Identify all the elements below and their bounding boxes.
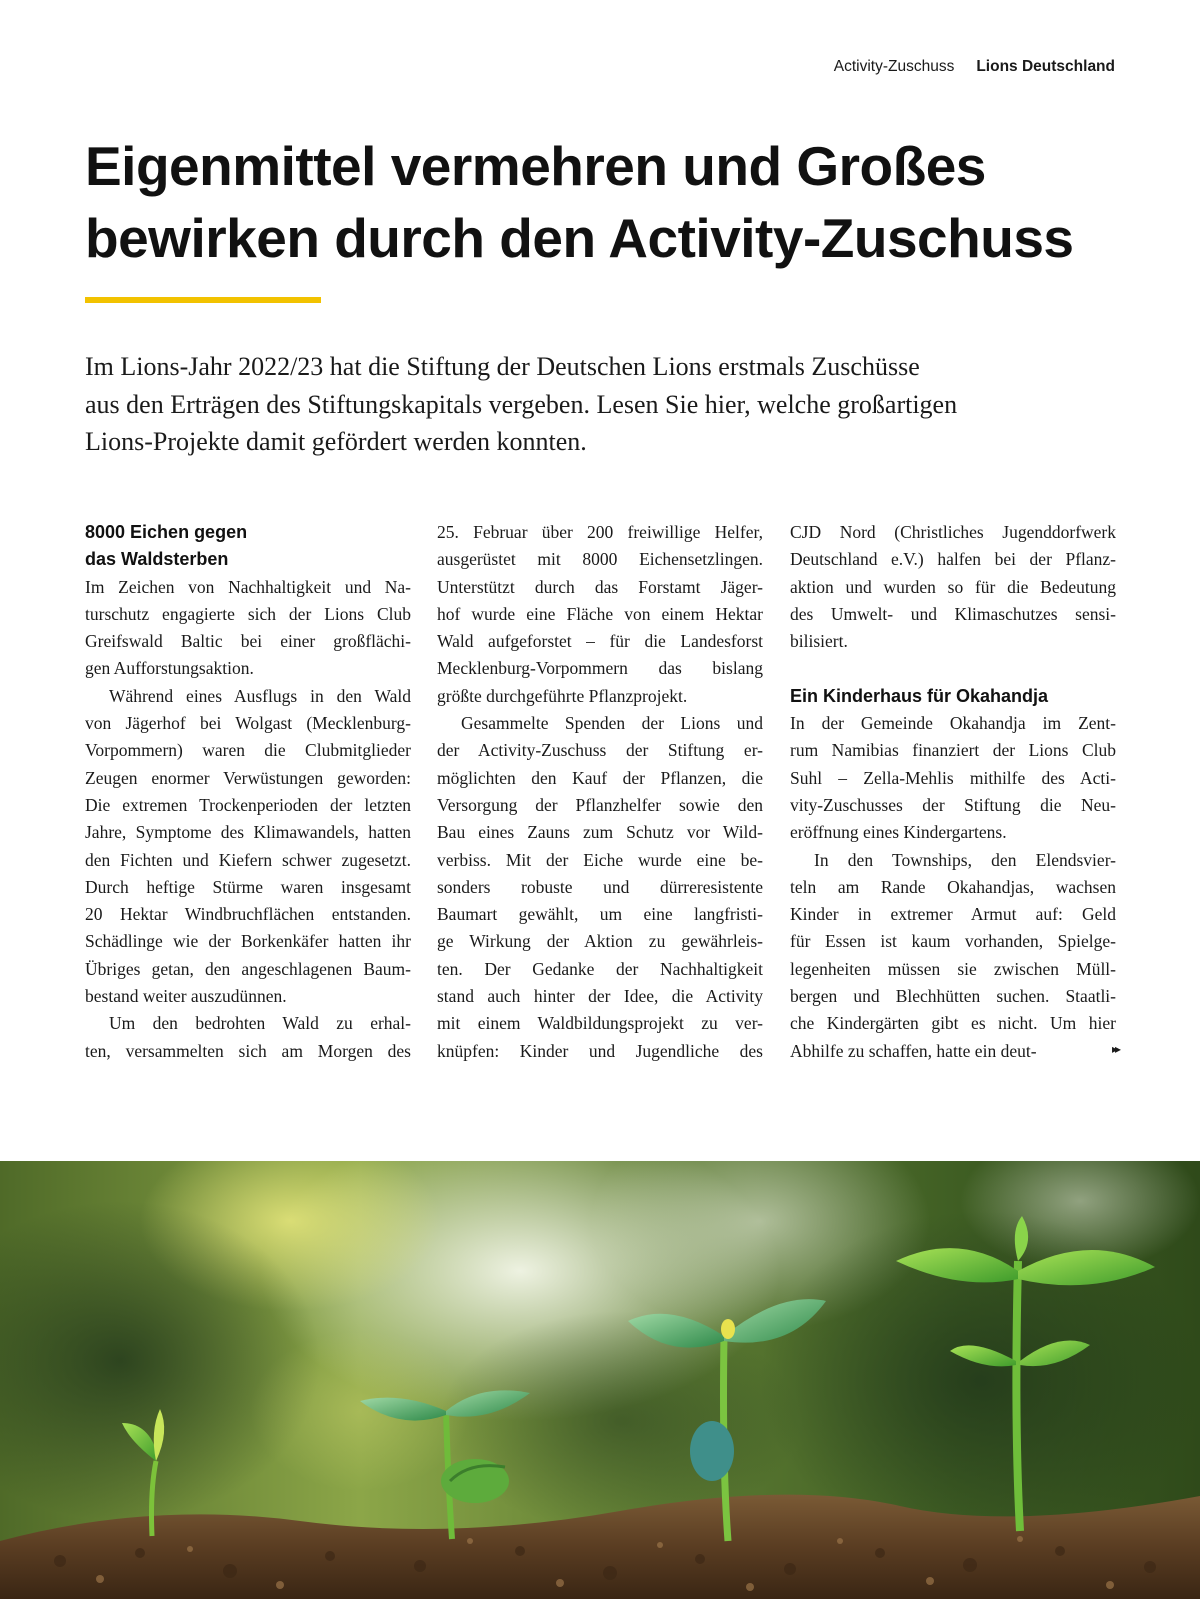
body-line: Übriges getan, den angeschlagenen Baum- bbox=[85, 958, 411, 979]
body-line: von Jägerhof bei Wolgast (Mecklenburg- bbox=[85, 713, 411, 734]
body-line: Versorgung der Pflanzhelfer sowie den bbox=[437, 794, 763, 815]
article-title bbox=[85, 130, 1145, 274]
continue-arrow-icon: ▸▸ bbox=[1111, 1041, 1118, 1056]
text-column-2 bbox=[437, 519, 763, 1065]
body-line: aktion und wurden so für die Bedeutung bbox=[790, 576, 1116, 597]
body-line: Gesammelte Spenden der Lions und bbox=[461, 713, 763, 734]
body-line: Greifswald Baltic bei einer großflächi- bbox=[85, 631, 411, 652]
title-accent-rule bbox=[85, 297, 321, 303]
body-line: ten. Der Gedanke der Nachhaltigkeit bbox=[437, 958, 763, 979]
body-line: 20 Hektar Windbruchflächen entstanden. bbox=[85, 904, 411, 925]
body-line: ausgerüstet mit 8000 Eichensetzlingen. bbox=[437, 549, 763, 570]
body-line: Zeugen enormer Verwüstungen geworden: bbox=[85, 767, 411, 788]
text-column-3 bbox=[790, 519, 1116, 1065]
body-line: In den Townships, den Elendsvier- bbox=[814, 849, 1116, 870]
body-line: Vorpommern) waren die Clubmitglieder bbox=[85, 740, 411, 761]
paragraph-gap bbox=[790, 655, 1116, 682]
body-line: ge Wirkung der Aktion zu gewährleis- bbox=[437, 931, 763, 952]
body-line: Durch heftige Stürme waren insgesamt bbox=[85, 876, 411, 897]
body-line: teln am Rande Okahandjas, wachsen bbox=[790, 876, 1116, 897]
body-line: Die extremen Trockenperioden der letzten bbox=[85, 794, 411, 815]
body-line: gen Aufforstungsaktion. bbox=[85, 658, 254, 679]
body-line: Um den bedrohten Wald zu erhal- bbox=[109, 1013, 411, 1034]
body-line: Baumart gewählt, um eine langfristi- bbox=[437, 904, 763, 925]
body-line: legenheiten müssen sie zwischen Müll- bbox=[790, 958, 1116, 979]
body-line: che Kindergärten gibt es nicht. Um hier bbox=[790, 1013, 1116, 1034]
body-line: rum Namibias finanziert der Lions Club bbox=[790, 740, 1116, 761]
body-line: hof wurde eine Fläche von einem Hektar bbox=[437, 603, 763, 624]
body-line: verbiss. Mit der Eiche wurde eine be- bbox=[437, 849, 763, 870]
body-line: bergen und Blechhütten suchen. Staatli- bbox=[790, 986, 1116, 1007]
section-heading-eichen: 8000 Eichen gegen das Waldsterben bbox=[85, 522, 248, 570]
body-line: ten, versammelten sich am Morgen des bbox=[85, 1040, 411, 1061]
body-line: Suhl – Zella-Mehlis mithilfe des Acti- bbox=[790, 767, 1116, 788]
body-line: sonders robuste und dürreresistente bbox=[437, 876, 763, 897]
body-line: eröffnung eines Kindergartens. bbox=[790, 822, 1007, 843]
body-line: Jahre, Symptome des Klimawandels, hatten bbox=[85, 822, 411, 843]
body-line: Bau eines Zauns zum Schutz vor Wild- bbox=[437, 822, 763, 843]
running-header bbox=[834, 58, 1115, 76]
header-section-label: Activity-Zuschuss bbox=[833, 58, 955, 75]
body-line: Schädlinge wie der Borkenkäfer hatten ihr bbox=[85, 931, 411, 952]
body-line: Mecklenburg-Vorpommern das bislang bbox=[437, 658, 763, 679]
body-line: bilisiert. bbox=[790, 631, 848, 652]
body-line: vity-Zuschusses der Stiftung die Neu- bbox=[790, 794, 1116, 815]
text-column-1 bbox=[85, 519, 411, 1065]
lead-paragraph bbox=[85, 348, 1045, 461]
lead-line-2: aus den Erträgen des Stiftungskapitals vergeben. Lesen Sie hier, welche großartigen bbox=[85, 389, 958, 419]
body-line: Im Zeichen von Nachhaltigkeit und Na- bbox=[85, 576, 411, 597]
body-line: bestand weiter auszudünnen. bbox=[85, 986, 287, 1007]
body-line: In der Gemeinde Okahandja im Zent- bbox=[790, 713, 1116, 734]
body-line: turschutz engagierte sich der Lions Club bbox=[85, 603, 411, 624]
body-line: den Fichten und Kiefern schwer zugesetzt. bbox=[85, 849, 411, 870]
seedlings-photo bbox=[0, 1161, 1200, 1599]
body-line: Unterstützt durch das Forstamt Jäger- bbox=[437, 576, 763, 597]
body-line: mit einem Waldbildungsprojekt zu ver- bbox=[437, 1013, 763, 1034]
body-line: CJD Nord (Christliches Jugenddorfwerk bbox=[790, 522, 1116, 542]
lead-line-1: Im Lions-Jahr 2022/23 hat die Stiftung der Deutschen Lions erstmals Zuschüsse bbox=[85, 352, 920, 381]
section-heading-kinderhaus: Ein Kinderhaus für Okahandja bbox=[790, 685, 1049, 706]
body-line: Kinder in extremer Armut auf: Geld bbox=[790, 904, 1116, 925]
body-line: Deutschland e.V.) halfen bei der Pflanz- bbox=[790, 549, 1116, 570]
body-line: möglichten den Kauf der Pflanzen, die bbox=[437, 767, 763, 788]
body-line: für Essen ist kaum vorhanden, Spielge- bbox=[790, 931, 1116, 952]
body-line: stand auch hinter der Idee, die Activity bbox=[437, 986, 763, 1007]
title-line-2: bewirken durch den Activity-Zuschuss bbox=[85, 207, 1074, 269]
header-brand-label: Lions Deutschland bbox=[976, 58, 1115, 75]
body-line: Abhilfe zu schaffen, hatte ein deut- bbox=[790, 1040, 1037, 1061]
body-line: 25. Februar über 200 freiwillige Helfer, bbox=[437, 522, 763, 542]
body-line: knüpfen: Kinder und Jugendliche des bbox=[437, 1040, 763, 1061]
lead-line-3: Lions-Projekte damit gefördert werden konnten. bbox=[85, 427, 587, 456]
body-line: Wald aufgeforstet – für die Landesforst bbox=[437, 631, 763, 652]
body-line: des Umwelt- und Klimaschutzes sensi- bbox=[790, 603, 1116, 624]
body-line: Während eines Ausflugs in den Wald bbox=[109, 685, 411, 706]
body-line: der Activity-Zuschuss der Stiftung er- bbox=[437, 740, 763, 761]
title-line-1: Eigenmittel vermehren und Großes bbox=[85, 135, 986, 197]
body-line: größte durchgeführte Pflanzprojekt. bbox=[437, 685, 688, 706]
